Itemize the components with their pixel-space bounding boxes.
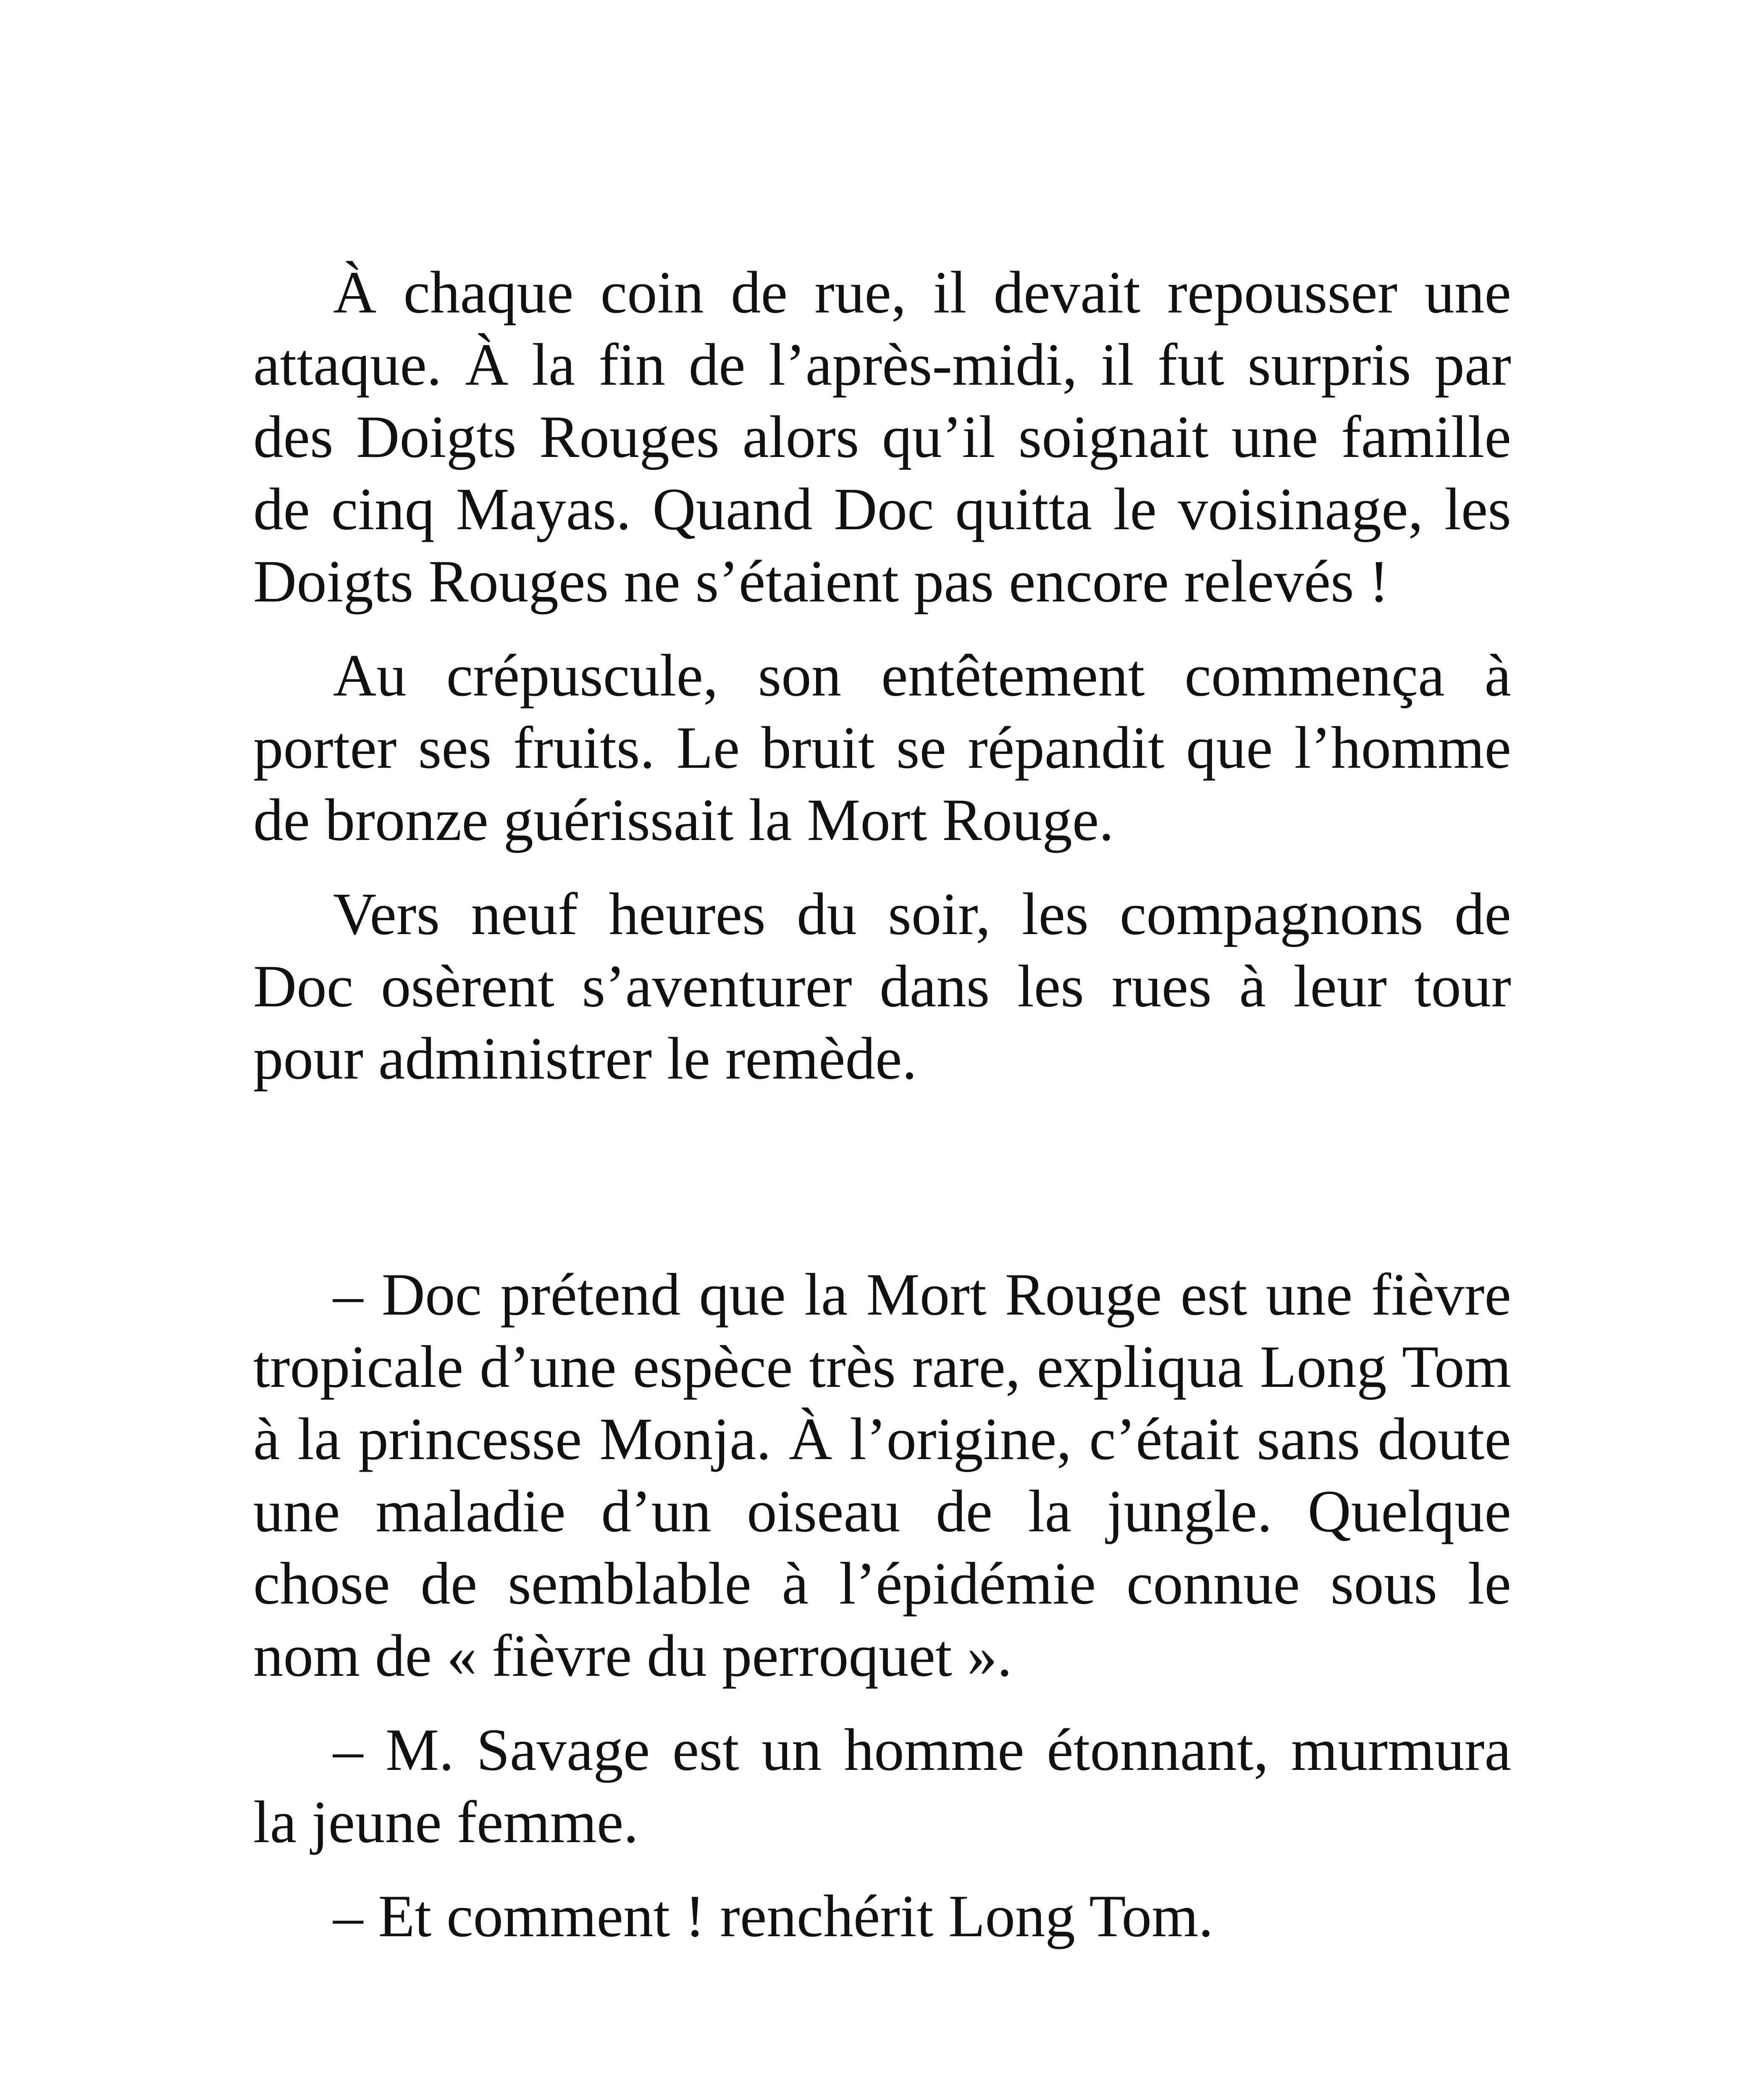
body-text	[253, 256, 1511, 1952]
paragraph-6: – Et comment ! renchérit Long Tom.	[333, 1883, 1214, 1949]
paragraph-2: Au crépuscule, son entêtement commença à porter ses fruits. Le bruit se répandit que l’homme de bronze guérissait la Mort Rouge.	[253, 642, 1511, 853]
paragraph-4: – Doc prétend que la Mort Rouge est une fièvre tropicale d’une espèce très rare, expliqua Long Tom à la princesse Monja. À l’origine, c’était sans doute une maladie d’un oiseau de la jungle. Quelque chose de semblable à l’épidémie connue sous le nom de « fièvre du perroquet ».	[253, 1261, 1511, 1689]
paragraph-5: – M. Savage est un homme étonnant, murmura la jeune femme.	[253, 1717, 1511, 1855]
paragraph-3: Vers neuf heures du soir, les compagnons de Doc osèrent s’aventurer dans les rues à leur tour pour administrer le remède.	[253, 881, 1511, 1092]
paragraph-1: À chaque coin de rue, il devait repousser une attaque. À la fin de l’après-midi, il fut surpris par des Doigts Rouges alors qu’il soignait une famille de cinq Mayas. Quand Doc quitta le voisinage, les Doigts Rouges ne s’étaient pas encore relevés !	[253, 259, 1511, 614]
